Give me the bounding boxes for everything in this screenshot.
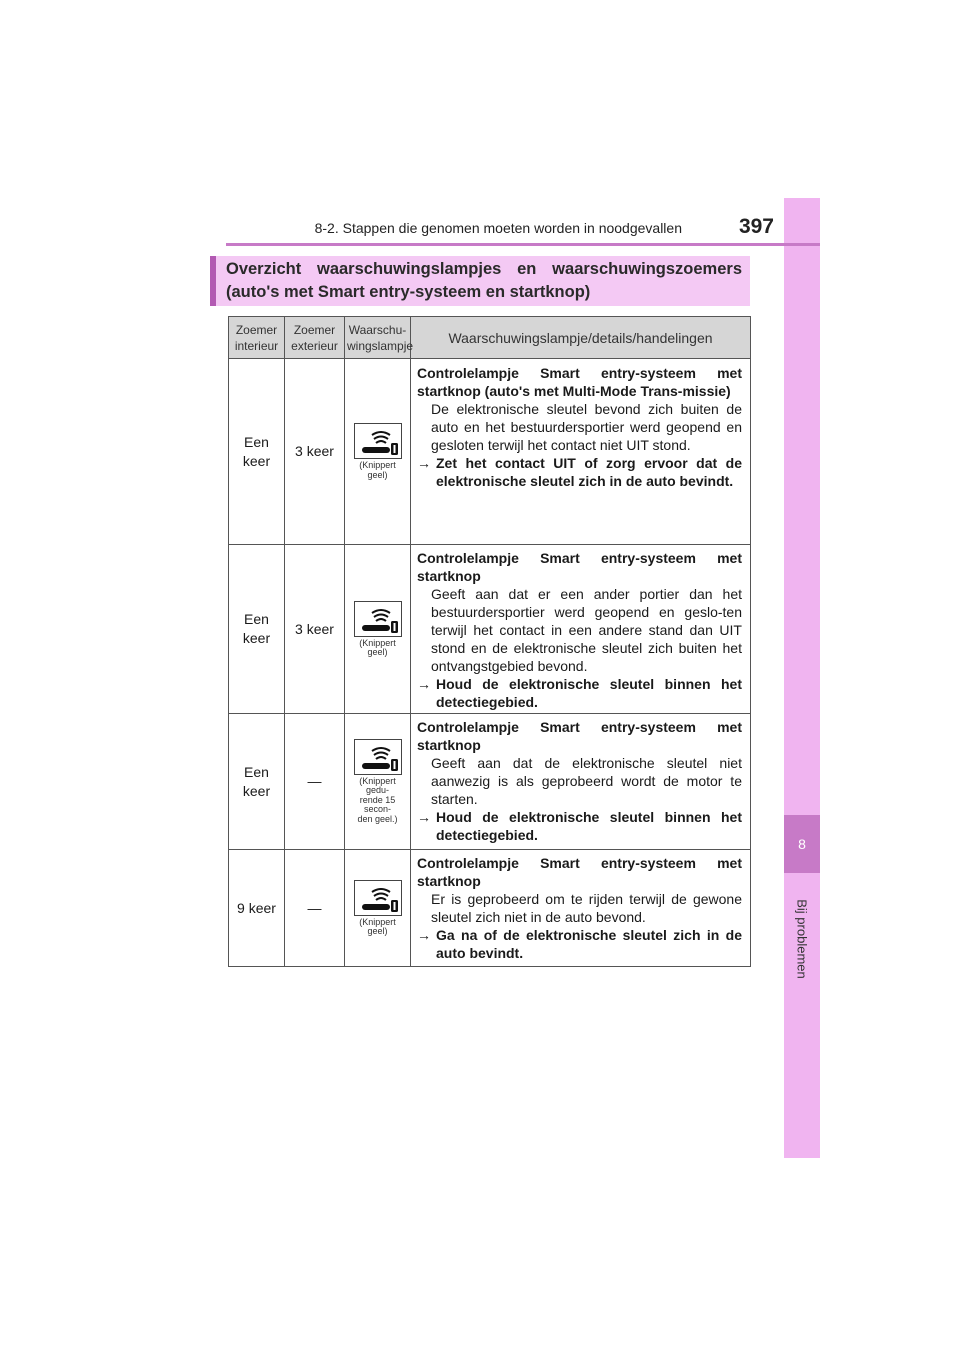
light-caption: (Knippert geel) <box>359 637 396 657</box>
title-line-1: Overzicht waarschuwingslampjes en waarschuwingszoemers <box>226 260 742 278</box>
light-caption: (Knippert geel) <box>359 916 396 936</box>
exterior-buzzer-cell: 3 keer <box>285 545 345 714</box>
smart-key-warning-icon <box>354 601 402 637</box>
arrow-icon: → <box>417 455 431 471</box>
arrow-icon: → <box>417 809 431 825</box>
light-caption: (Knippert geel) <box>359 460 396 480</box>
exterior-buzzer-cell: 3 keer <box>285 359 345 545</box>
light-detail: Geeft aan dat er een ander portier dan het bestuurdersportier werd geopend en geslo-ten terwijl het contact in een andere stand dan UIT stond en de elektronische sleutel zich buiten het ontvangstgebied bevond. <box>431 586 742 674</box>
chapter-side-strip <box>784 198 820 1158</box>
table-row <box>229 850 751 967</box>
table-header-row <box>229 317 751 359</box>
header-warning-light: Waarschu- wingslampje <box>345 317 411 359</box>
warning-light-cell <box>345 359 411 545</box>
light-caption: (Knippert gedu- rende 15 secon- den geel.) <box>357 775 398 824</box>
warning-light-cell <box>345 714 411 850</box>
title-accent-bar <box>210 256 216 306</box>
light-heading: Controlelampje Smart entry-systeem met startknop <box>417 550 742 584</box>
table-row <box>229 714 751 850</box>
exterior-buzzer-cell: — <box>285 850 345 967</box>
arrow-icon: → <box>417 676 431 692</box>
chapter-number-tab: 8 <box>784 815 820 873</box>
interior-buzzer-cell: Een keer <box>229 714 285 850</box>
page-header <box>226 216 782 244</box>
header-details: Waarschuwingslampje/details/handelingen <box>411 317 751 359</box>
warning-light-cell <box>345 850 411 967</box>
light-detail: De elektronische sleutel bevond zich buiten de auto en het bestuurdersportier werd geopend en gesloten terwijl het contact niet UIT stond. <box>431 401 742 453</box>
smart-key-warning-icon <box>354 739 402 775</box>
light-heading: Controlelampje Smart entry-systeem met startknop <box>417 719 742 753</box>
section-title: 8-2. Stappen die genomen moeten worden in noodgevallen <box>314 220 682 236</box>
title-line-2: (auto's met Smart entry-systeem en startknop) <box>226 283 591 301</box>
chapter-label <box>792 884 812 994</box>
details-cell <box>411 359 751 545</box>
header-divider <box>226 243 820 246</box>
interior-buzzer-cell: Een keer <box>229 545 285 714</box>
light-detail: Geeft aan dat de elektronische sleutel niet aanwezig is als geprobeerd wordt de motor te starten. <box>431 755 742 807</box>
interior-buzzer-cell: Een keer <box>229 359 285 545</box>
action-instruction: → Ga na of de elektronische sleutel zich in de auto bevindt. <box>417 927 742 961</box>
arrow-icon: → <box>417 927 431 943</box>
action-instruction: → Houd de elektronische sleutel binnen het detectiegebied. <box>417 809 742 843</box>
warning-table <box>228 316 751 967</box>
light-detail: Er is geprobeerd om te rijden terwijl de gewone sleutel zich niet in de auto bevond. <box>431 891 742 925</box>
smart-key-warning-icon <box>354 423 402 459</box>
warning-light-cell <box>345 545 411 714</box>
action-instruction: → Zet het contact UIT of zorg ervoor dat de elektronische sleutel zich in de auto bevindt. <box>417 455 742 489</box>
details-cell <box>411 850 751 967</box>
section-title-box <box>210 256 750 306</box>
header-interior-buzzer: Zoemer interieur <box>229 317 285 359</box>
exterior-buzzer-cell: — <box>285 714 345 850</box>
details-cell <box>411 714 751 850</box>
table-row <box>229 359 751 545</box>
page-number: 397 <box>738 215 774 238</box>
header-exterior-buzzer: Zoemer exterieur <box>285 317 345 359</box>
smart-key-warning-icon <box>354 880 402 916</box>
action-instruction: → Houd de elektronische sleutel binnen het detectiegebied. <box>417 676 742 710</box>
table-row <box>229 545 751 714</box>
interior-buzzer-cell: 9 keer <box>229 850 285 967</box>
chapter-label-text: Bij problemen <box>794 899 810 979</box>
light-heading: Controlelampje Smart entry-systeem met startknop <box>417 855 742 889</box>
light-heading: Controlelampje Smart entry-systeem met startknop (auto's met Multi-Mode Trans-missie) <box>417 365 742 399</box>
details-cell <box>411 545 751 714</box>
